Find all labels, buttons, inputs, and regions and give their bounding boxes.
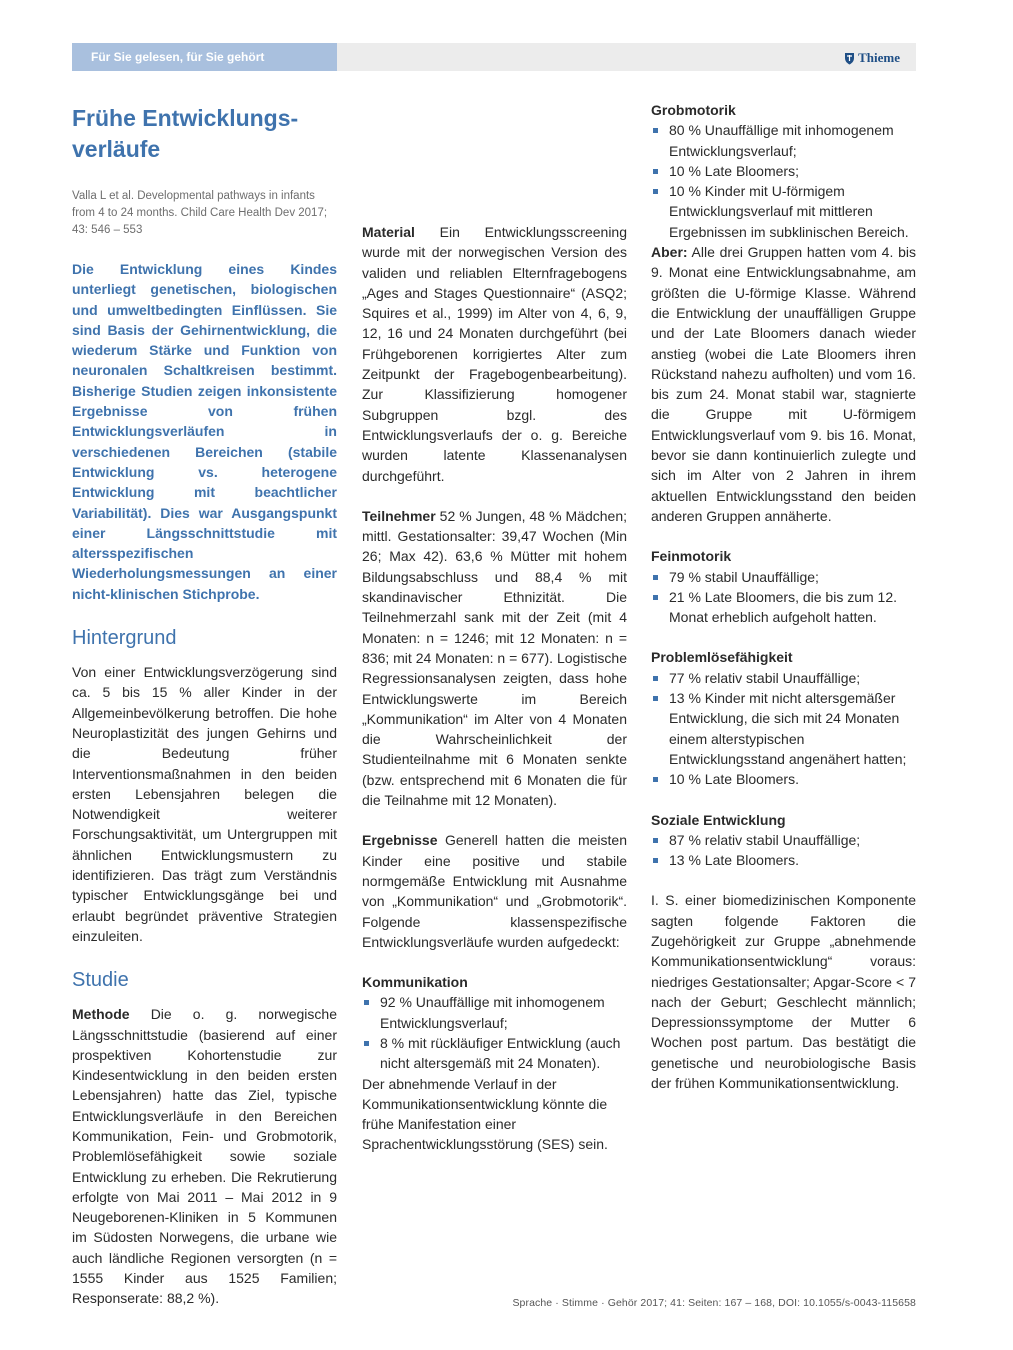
column-2 xyxy=(362,100,627,1155)
list-item: 13 % Late Bloomers. xyxy=(651,850,916,870)
aber-text: Alle drei Gruppen hatten vom 4. bis 9. Monat eine Entwicklungsabnahme, am größten die U-förmige Klasse. Während die Entwicklung der unauffälligen Gruppe und der Late Bloomers danach wieder anstieg (wobei die Late Bloomers ihren Rückstand nahezu aufholten) und vom 16. bis zum 24. Monat stabil war, stagnierte die Gruppe mit U-förmigem Entwicklungsverlauf vom 9. bis 16. Monat, bevor sie dann kontinuierlich zulegte und sich im Alter von 2 Jahren in ihrem aktuellen Entwicklungsstand den beiden anderen Gruppen annäherte. xyxy=(651,244,916,524)
feinmotorik-list xyxy=(651,567,916,628)
ergebnisse-text: Generell hatten die meisten Kinder eine positive und stabile normgemäße Entwicklung mit Ausnahme von „Kommunikation“ und „Grobmotorik“. Folgende klassenspezifische Entwicklungsverläufe wurden aufgedeckt: xyxy=(362,832,628,950)
heading-soziale-entwicklung: Soziale Entwicklung xyxy=(651,811,786,828)
list-item: 92 % Unauffällige mit inhomogenem Entwicklungsverlauf; xyxy=(362,992,627,1033)
grobmotorik-list xyxy=(651,120,916,242)
list-item: 21 % Late Bloomers, die bis zum 12. Monat erheblich aufgeholt hatten. xyxy=(651,587,916,628)
methode-paragraph xyxy=(72,1004,337,1308)
methode-label: Methode xyxy=(72,1006,130,1023)
ergebnisse-paragraph xyxy=(362,830,627,952)
list-item: 8 % mit rückläufiger Entwicklung (auch nicht altersgemäß mit 24 Monaten). xyxy=(362,1033,627,1074)
list-item: 77 % relativ stabil Unauffällige; xyxy=(651,668,916,688)
teilnehmer-label: Teilnehmer xyxy=(362,507,436,524)
ergebnisse-label: Ergebnisse xyxy=(362,832,438,849)
article-title xyxy=(72,103,337,165)
teilnehmer-text: 52 % Jungen, 48 % Mädchen; mittl. Gestationsalter: 39,47 Wochen (Min 26; Max 42). 63,6 % Mütter mit hohem Bildungsabschluss und 88,4 % mit skandinavischer Ethnizität. Die Teilnehmerzahl sank mit der Zeit (mit 4 Monaten: n = 1246; mit 12 Monaten: n = 836; mit 24 Monaten: n = 677). Logistische Regressionsanalysen zeigten, dass hohe Entwicklungswerte im Bereich „Kommunikation“ im Alter von 4 Monaten die Wahrscheinlichkeit der Studienteilnahme mit 6 Monaten senkte (bzw. entsprechend mit 6 Monaten die für die Teilnahme mit 12 Monaten). xyxy=(362,507,627,809)
kommunikation-after: Der abnehmende Verlauf in der Kommunikationsentwicklung könnte die frühe Manifestation einer Sprachentwicklungsstörung (SES) sein. xyxy=(362,1075,608,1153)
list-item: 87 % relativ stabil Unauffällige; xyxy=(651,830,916,850)
citation: Valla L et al. Developmental pathways in infants from 4 to 24 months. Child Care Health Dev 2017; 43: 546 – 553 xyxy=(72,190,328,236)
methode-text: Die o. g. norwegische Längsschnittstudie (basierend auf einer prospektiven Kohortenstudie zur Kindesentwicklung in den beiden ersten Lebensjahren) hatte das Ziel, typische Entwicklungsverläufe in den Bereichen Kommunikation, Fein- und Grobmotorik, Problemlösefähigkeit sowie soziale Entwicklung zu erheben. Die Rekrutierung erfolgte von Mai 2011 – Mai 2012 in 9 Neugeborenen-Kliniken in 5 Kommunen im Südosten Norwegens, die urbane wie auch ländliche Regionen versorgten (n = 1555 Kinder aus 1525 Familien; Responserate: 88,2 %). xyxy=(72,1006,337,1307)
footer-citation: Sprache · Stimme · Gehör 2017; 41: Seiten: 167 – 168, DOI: 10.1055/s-0043-115658 xyxy=(512,1297,916,1309)
heading-grobmotorik: Grobmotorik xyxy=(651,102,736,118)
material-paragraph xyxy=(362,222,627,486)
lead-paragraph: Die Entwicklung eines Kindes unterliegt genetischen, biologischen und umweltbedingten Einflüssen. Sie sind Basis der Gehirnentwicklung, die wiederum Stärke und Funktion von neuronalen Schaltkreisen bestimmt. Bisherige Studien zeigen inkonsistente Ergebnisse von frühen Entwicklungsverläufen in verschiedenen Bereichen (stabile Entwicklung vs. heterogene Entwicklung mit beachtlicher Variabilität). Dies war Ausgangspunkt einer Längsschnittstudie mit altersspezifischen Wiederholungsmessungen an einer nicht-klinischen Stichprobe. xyxy=(72,261,337,602)
list-item: 10 % Late Bloomers; xyxy=(651,161,916,181)
publisher-logo-text: Thieme xyxy=(858,50,900,65)
column-3 xyxy=(651,100,916,1093)
aber-paragraph xyxy=(651,242,916,526)
teilnehmer-paragraph xyxy=(362,506,627,810)
heading-problemloesefaehigkeit: Problemlösefähigkeit xyxy=(651,649,793,666)
heading-hintergrund: Hintergrund xyxy=(72,627,177,650)
hintergrund-text: Von einer Entwicklungsverzögerung sind ca. 5 bis 15 % aller Kinder in der Allgemeinbevölkerung betroffen. Die hohe Neuroplastizität des jungen Gehirns und die Bedeutung früher Interventionsmaßnahmen in den beiden ersten Lebensjahren belegen die Notwendigkeit weiterer Forschungsaktivität, um Untergruppen mit ähnlichen Entwicklungsmustern zu identifizieren. Das trägt zum Verständnis typischer Entwicklungsgänge bei und erlaubt begründet präventive Strategien einzuleiten. xyxy=(72,664,337,944)
material-text: Ein Entwicklungsscreening wurde mit der norwegischen Version des validen und reliablen Elternfragebogens „Ages and Stages Questionnaire“ (ASQ2; Squires et al., 1999) im Alter von 4, 6, 9, 12, 16 und 24 Monaten durchgeführt (bei Frühgeborenen korrigiertes Alter zum Zeitpunkt der Fragebogenbearbeitung). Zur Klassifizierung homogener Subgruppen bzgl. des Entwicklungsverlaufs der o. g. Bereiche wurden latente Klassenanalysen durchgeführt. xyxy=(362,224,627,484)
publisher-logo xyxy=(844,50,900,66)
section-tag: Für Sie gelesen, für Sie gehört xyxy=(72,43,337,71)
sozial-list xyxy=(651,830,916,871)
header-bar xyxy=(72,43,916,71)
title-line-1: Frühe Entwicklungs- xyxy=(72,105,299,131)
heading-kommunikation: Kommunikation xyxy=(362,974,468,991)
title-line-2: verläufe xyxy=(72,136,161,162)
problem-list xyxy=(651,668,916,790)
thieme-shield-icon xyxy=(844,52,855,65)
heading-studie: Studie xyxy=(72,969,129,992)
material-label: Material xyxy=(362,224,415,240)
kommunikation-list xyxy=(362,992,627,1073)
aber-label: Aber: xyxy=(651,244,688,261)
column-1 xyxy=(72,100,337,1309)
list-item: 13 % Kinder mit nicht altersgemäßer Entwicklung, die sich mit 24 Monaten einem alterstypischen Entwicklungsstand angenähert hatten; xyxy=(651,688,916,769)
list-item: 80 % Unauffällige mit inhomogenem Entwicklungsverlauf; xyxy=(651,120,916,161)
conclusion-paragraph: I. S. einer biomedizinischen Komponente sagten folgende Faktoren die Zugehörigkeit zur Gruppe „abnehmende Kommunikationsentwicklung“ voraus: niedriges Gestationsalter; Apgar-Score < 7 nach der Geburt; Geschlecht männlich; Depressionssymptome der Mutter 6 Wochen post partum. Das bestätigt die genetische und neurobiologische Basis der frühen Kommunikationsentwicklung. xyxy=(651,892,916,1092)
heading-feinmotorik: Feinmotorik xyxy=(651,548,732,565)
list-item: 79 % stabil Unauffällige; xyxy=(651,567,916,587)
list-item: 10 % Late Bloomers. xyxy=(651,769,916,789)
list-item: 10 % Kinder mit U-förmigem Entwicklungsverlauf mit mittleren Ergebnissen im subklinischen Bereich. xyxy=(651,181,916,242)
